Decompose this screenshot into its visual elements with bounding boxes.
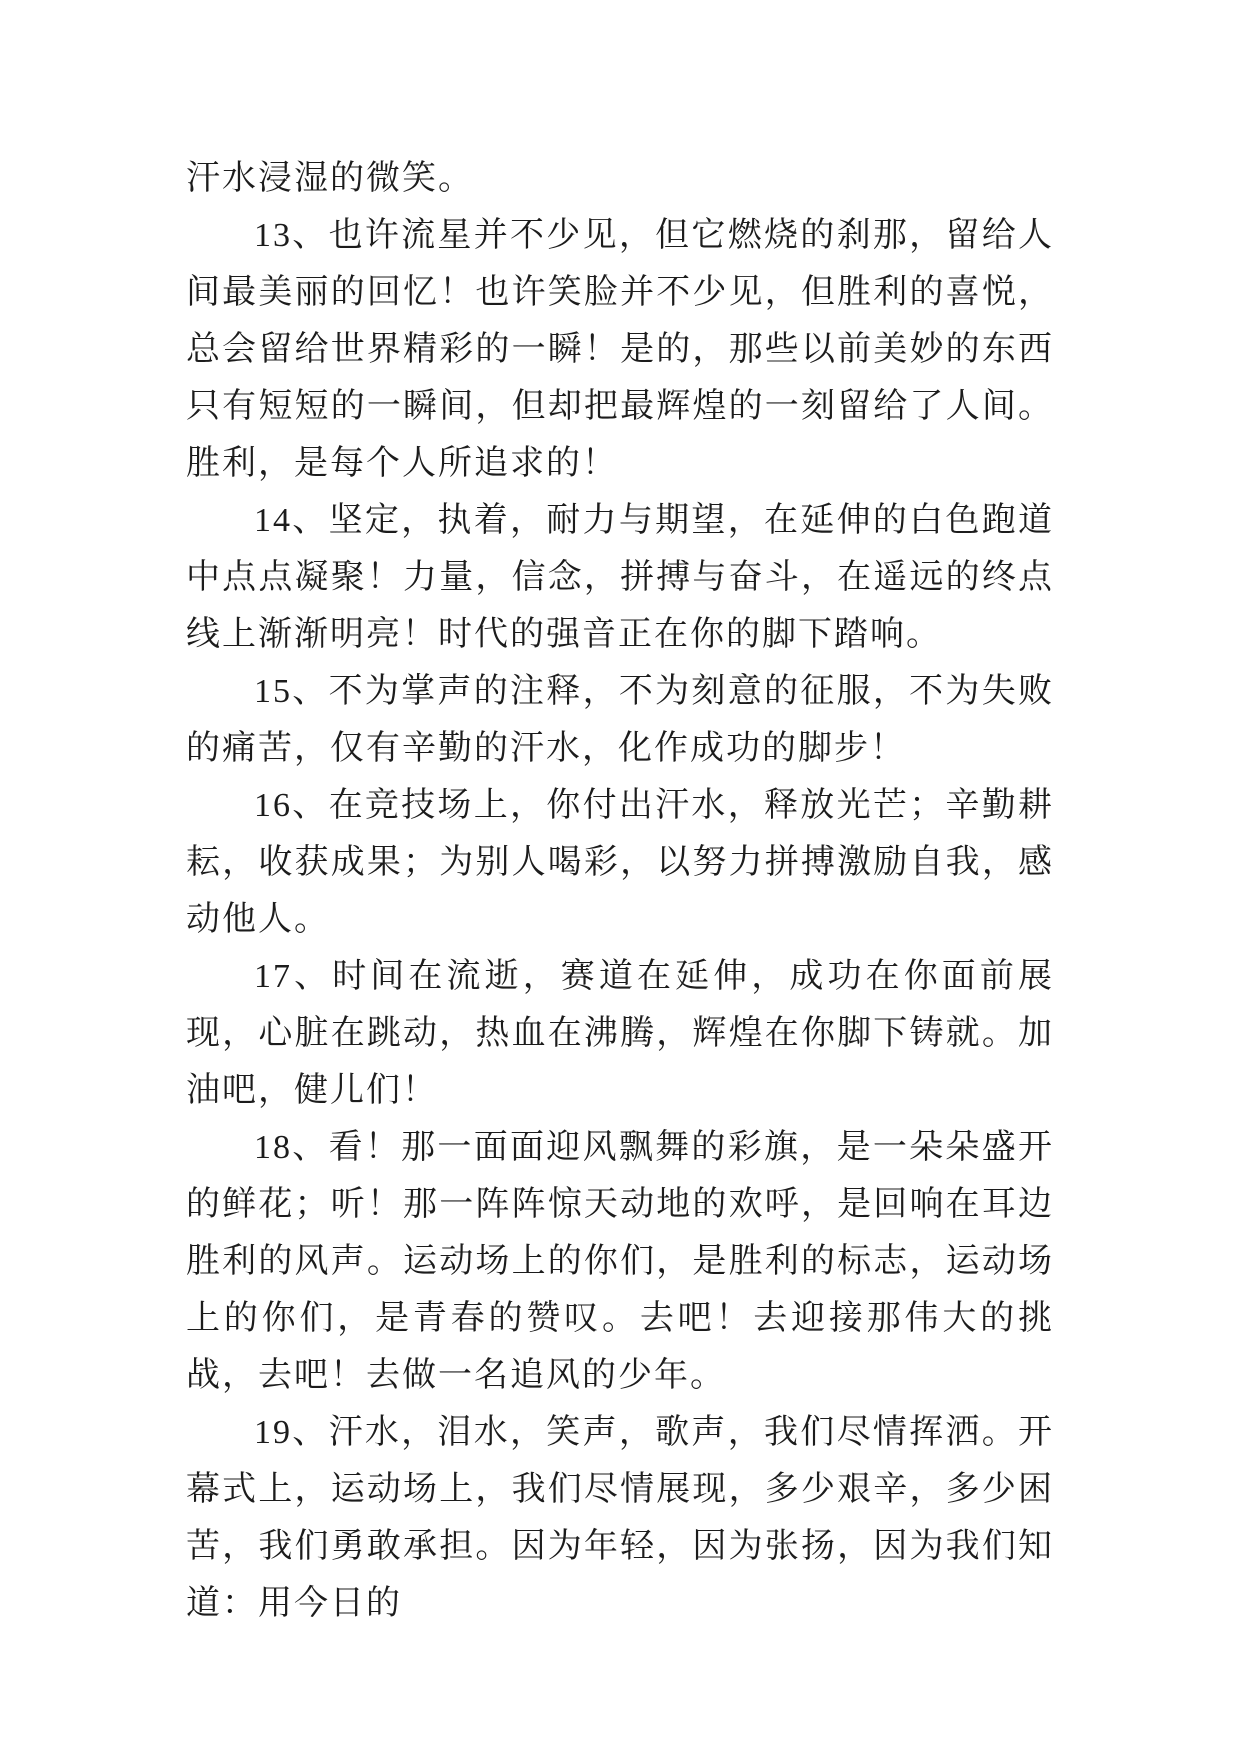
paragraph-19: 19、汗水，泪水，笑声，歌声，我们尽情挥洒。开幕式上，运动场上，我们尽情展现，多少艰辛，多少困苦，我们勇敢承担。因为年轻，因为张扬，因为我们知道：用今日的 <box>186 1414 1054 1622</box>
paragraph-14: 14、坚定，执着，耐力与期望，在延伸的白色跑道中点点凝聚！力量，信念，拼搏与奋斗，在遥远的终点线上渐渐明亮！时代的强音正在你的脚下踏响。 <box>186 502 1054 653</box>
paragraph-13: 13、也许流星并不少见，但它燃烧的刹那，留给人间最美丽的回忆！也许笑脸并不少见，但胜利的喜悦，总会留给世界精彩的一瞬！是的，那些以前美妙的东西只有短短的一瞬间，但却把最辉煌的一刻留给了人间。胜利，是每个人所追求的！ <box>186 217 1054 482</box>
paragraph-15: 15、不为掌声的注释，不为刻意的征服，不为失败的痛苦，仅有辛勤的汗水，化作成功的脚步！ <box>186 673 1054 767</box>
paragraph-16: 16、在竞技场上，你付出汗水，释放光芒；辛勤耕耘，收获成果；为别人喝彩，以努力拼搏激励自我，感动他人。 <box>186 787 1054 938</box>
paragraph-17: 17、时间在流逝，赛道在延伸，成功在你面前展现，心脏在跳动，热血在沸腾，辉煌在你脚下铸就。加油吧，健儿们！ <box>186 958 1054 1109</box>
paragraph-18: 18、看！那一面面迎风飘舞的彩旗，是一朵朵盛开的鲜花；听！那一阵阵惊天动地的欢呼，是回响在耳边胜利的风声。运动场上的你们，是胜利的标志，运动场上的你们，是青春的赞叹。去吧！去迎接那伟大的挑战，去吧！去做一名追风的少年。 <box>186 1129 1054 1394</box>
paragraph-continuation: 汗水浸湿的微笑。 <box>186 160 474 197</box>
document-text-block <box>186 150 1054 1632</box>
